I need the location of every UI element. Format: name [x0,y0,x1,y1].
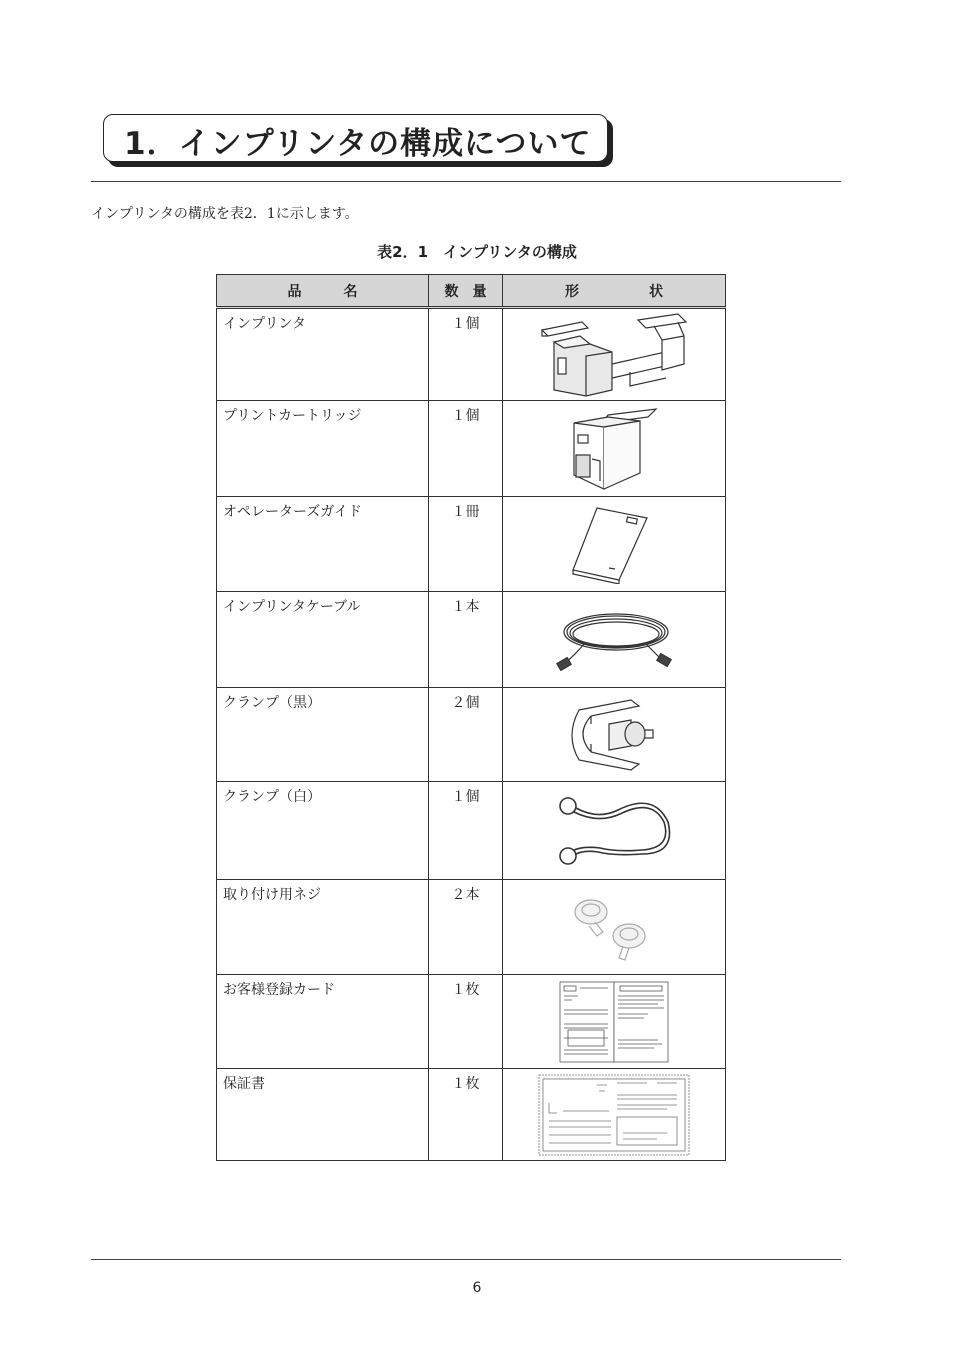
section-title-box [103,114,608,162]
table-row [217,782,726,880]
white-clamp-icon [554,792,674,870]
table-row [217,880,726,975]
row-name: インプリンタ [217,308,429,401]
table-row [217,688,726,782]
imprinter-icon [534,312,694,398]
registration-card-icon [558,980,670,1064]
row-qty: １個 [429,782,503,880]
row-name: クランプ（白） [217,782,429,880]
print-cartridge-icon [564,405,664,493]
header-name: 品 名 [217,275,429,308]
table-row [217,401,726,497]
intro-text: インプリンタの構成を表2．1に示します。 [91,206,359,222]
row-qty: １本 [429,592,503,688]
title-rule [91,181,841,182]
table-row [217,497,726,592]
footer-rule [91,1259,841,1260]
row-qty: １個 [429,401,503,497]
row-name: インプリンタケーブル [217,592,429,688]
table-row [217,308,726,401]
header-qty: 数 量 [429,275,503,308]
page-number: 6 [472,1280,482,1296]
row-qty: １冊 [429,497,503,592]
row-qty: ２本 [429,880,503,975]
row-name: クランプ（黒） [217,688,429,782]
table-row [217,592,726,688]
row-name: プリントカートリッジ [217,401,429,497]
cable-icon [554,602,674,678]
row-name: 取り付け用ネジ [217,880,429,975]
row-qty: １枚 [429,1069,503,1161]
operators-guide-icon [569,504,659,584]
table-row [217,975,726,1069]
row-qty: ２個 [429,688,503,782]
row-qty: １枚 [429,975,503,1069]
row-name: 保証書 [217,1069,429,1161]
row-name: お客様登録カード [217,975,429,1069]
header-shape: 形 状 [503,275,726,308]
warranty-icon [537,1073,691,1157]
row-name: オペレーターズガイド [217,497,429,592]
table-caption: 表2．1 インプリンタの構成 [377,243,577,261]
table-row [217,1069,726,1161]
section-title: 1．インプリンタの構成について [124,126,592,162]
screw-icon [569,892,659,962]
black-clamp-icon [569,694,659,776]
components-table [216,274,726,1161]
table-header-row [217,275,726,308]
row-qty: １個 [429,308,503,401]
